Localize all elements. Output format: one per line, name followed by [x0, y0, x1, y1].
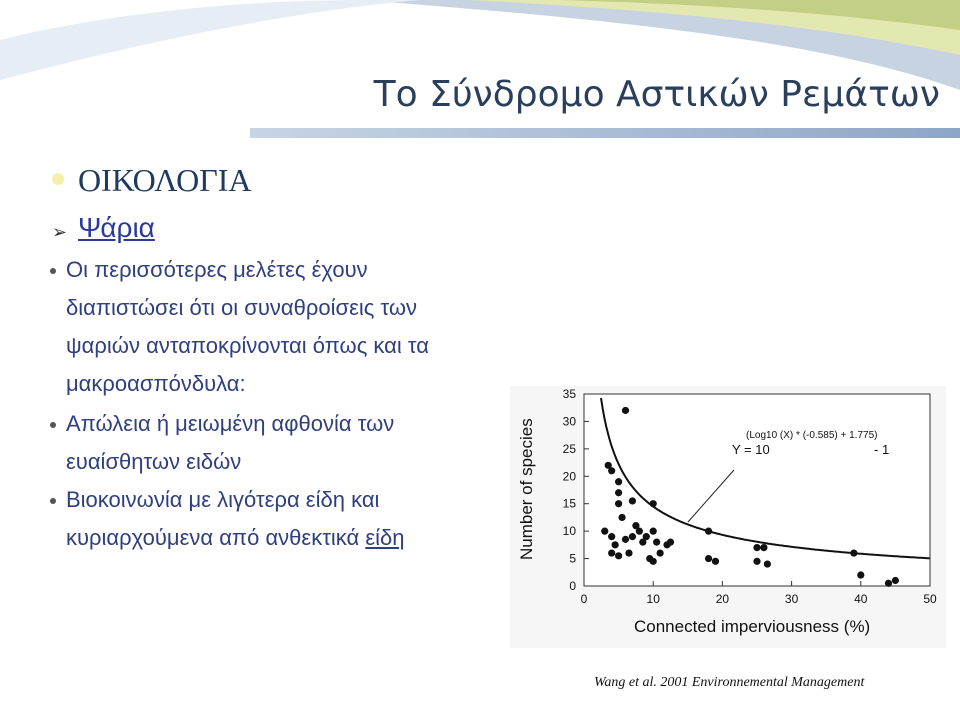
slide-title: Το Σύνδρομο Αστικών Ρεμάτων: [373, 74, 940, 115]
data-point: [615, 552, 622, 559]
bullet-dot: [50, 268, 56, 274]
subheading: Ψάρια: [78, 212, 155, 243]
data-point: [705, 528, 712, 535]
data-point: [629, 533, 636, 540]
y-tick-label: 0: [569, 579, 576, 593]
citation: Wang et al. 2001 Environnemental Management: [594, 675, 865, 690]
bullet-1-line-2: διαπιστώσει ότι οι συναθροίσεις των: [66, 295, 418, 320]
bullet-1-line-4: μακροασπόνδυλα:: [66, 371, 246, 396]
data-point: [608, 549, 615, 556]
equation-main: Y = 10: [732, 442, 770, 457]
data-point: [885, 580, 892, 587]
equation-tail: - 1: [874, 442, 890, 457]
title-underline-bar: [250, 128, 960, 138]
x-axis-label: Connected imperviousness (%): [634, 617, 871, 636]
data-point: [650, 528, 657, 535]
data-point: [712, 558, 719, 565]
data-point: [601, 528, 608, 535]
header-swoosh-decoration: [0, 0, 960, 140]
bullet-dot: [50, 422, 56, 428]
y-tick-label: 30: [562, 414, 576, 429]
data-point: [705, 555, 712, 562]
data-point: [622, 407, 629, 414]
data-point: [653, 539, 660, 546]
data-point: [636, 528, 643, 535]
data-point: [753, 544, 760, 551]
data-point: [618, 514, 625, 521]
species-chart: [510, 386, 946, 648]
y-tick-label: 25: [562, 441, 576, 456]
y-tick-label: 20: [562, 469, 576, 484]
data-point: [850, 549, 857, 556]
bullet-dot: [50, 498, 56, 504]
bullet-1-line-3: ψαριών ανταποκρίνονται όπως και τα: [66, 333, 429, 358]
scatter-plot: [510, 386, 946, 648]
data-point: [608, 467, 615, 474]
bullet-1-line-1: Οι περισσότερες μελέτες έχουν: [66, 257, 368, 282]
data-point: [625, 549, 632, 556]
data-point: [608, 533, 615, 540]
y-tick-label: 15: [562, 496, 576, 511]
bullet-3-line-1: Βιοκοινωνία με λιγότερα είδη και: [66, 487, 380, 512]
data-point: [650, 500, 657, 507]
data-point: [753, 558, 760, 565]
y-tick-label: 35: [562, 387, 576, 401]
data-point: [667, 539, 674, 546]
y-axis-label: Number of species: [517, 418, 536, 560]
bullet-2-line-1: Απώλεια ή μειωμένη αφθονία των: [66, 411, 395, 436]
x-tick-label: 40: [854, 592, 868, 606]
x-tick-label: 50: [923, 592, 937, 606]
data-point: [857, 571, 864, 578]
data-point: [629, 497, 636, 504]
bullet-3-line-2: [66, 525, 405, 551]
data-point: [760, 544, 767, 551]
y-tick-label: 10: [562, 524, 576, 539]
x-tick-label: 0: [580, 592, 588, 606]
data-point: [615, 478, 622, 485]
x-tick-label: 10: [646, 592, 660, 606]
data-point: [892, 577, 899, 584]
data-point: [764, 560, 771, 567]
data-point: [612, 541, 619, 548]
data-point: [643, 533, 650, 540]
data-point: [615, 489, 622, 496]
data-point: [615, 500, 622, 507]
x-tick-label: 20: [715, 592, 730, 606]
data-point: [622, 536, 629, 543]
bullet-2-line-2: ευαίσθητων ειδών: [66, 449, 242, 474]
equation-exponent: (Log10 (X) * (-0.585) + 1.775): [746, 430, 878, 441]
data-point: [657, 549, 664, 556]
x-tick-label: 30: [784, 592, 799, 606]
underlined-word: είδη: [365, 525, 405, 550]
heading-bullet-dot: [52, 173, 64, 185]
y-tick-label: 5: [569, 551, 576, 566]
arrow-bullet-icon: ➢: [52, 222, 68, 243]
section-heading: ΟΙΚΟΛΟΓΙΑ: [78, 162, 252, 198]
data-point: [650, 558, 657, 565]
bullet-3-line-2-text: κυριαρχούμενα από ανθεκτικά: [66, 525, 366, 550]
